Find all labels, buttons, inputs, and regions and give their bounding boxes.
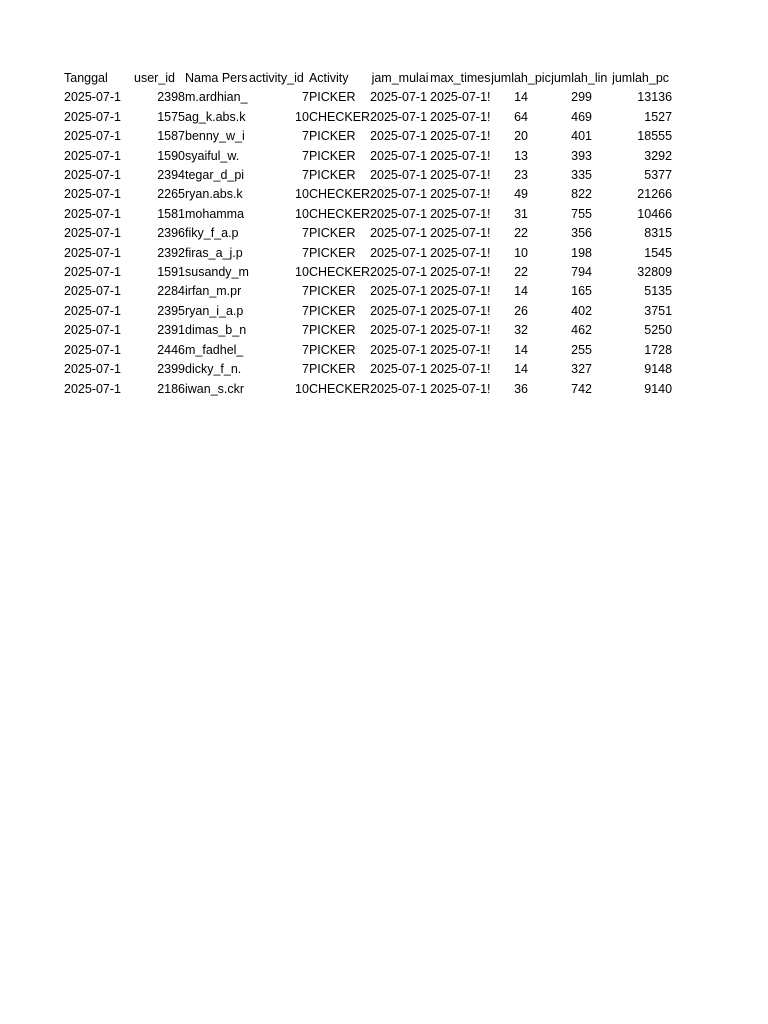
cell-activity-id[interactable]: 10 bbox=[295, 381, 309, 396]
cell-user-id[interactable]: 1587 bbox=[157, 129, 185, 144]
cell-nama-pers[interactable]: iwan_s.ckr bbox=[185, 381, 245, 396]
cell-nama-pers[interactable]: benny_w_i bbox=[185, 129, 245, 144]
cell-nama-pers[interactable]: dimas_b_n bbox=[185, 323, 247, 338]
cell-activity-id[interactable]: 7 bbox=[301, 245, 309, 260]
cell-max-times[interactable]: 2025-07-1! bbox=[430, 148, 491, 163]
cell-jumlah-pic[interactable]: 14 bbox=[514, 90, 529, 105]
cell-activity[interactable]: CHECKER bbox=[308, 187, 371, 202]
cell-tanggal[interactable]: 2025-07-1 bbox=[64, 109, 121, 124]
cell-jumlah-lin[interactable]: 356 bbox=[571, 226, 592, 241]
table-row bbox=[64, 108, 672, 127]
cell-activity[interactable]: PICKER bbox=[308, 129, 356, 144]
cell-user-id[interactable]: 2186 bbox=[157, 381, 185, 396]
cell-activity[interactable]: PICKER bbox=[308, 168, 356, 183]
cell-jumlah-lin[interactable]: 255 bbox=[571, 342, 592, 357]
cell-jam-mulai[interactable]: 2025-07-1 bbox=[370, 187, 428, 202]
cell-jam-mulai[interactable]: 2025-07-1 bbox=[370, 168, 428, 183]
table-row bbox=[64, 263, 672, 282]
cell-jam-mulai[interactable]: 2025-07-1 bbox=[370, 148, 428, 163]
table-row bbox=[64, 282, 672, 301]
cell-nama-pers[interactable]: m.ardhian_ bbox=[185, 90, 248, 105]
cell-activity-id[interactable]: 7 bbox=[301, 284, 309, 299]
cell-jumlah-pc[interactable]: 18555 bbox=[637, 129, 673, 144]
cell-tanggal[interactable]: 2025-07-1 bbox=[64, 303, 121, 318]
cell-tanggal[interactable]: 2025-07-1 bbox=[64, 362, 121, 377]
cell-jumlah-pc[interactable]: 9140 bbox=[644, 381, 673, 396]
cell-max-times[interactable]: 2025-07-1! bbox=[430, 129, 491, 144]
cell-jumlah-lin[interactable]: 393 bbox=[571, 148, 592, 163]
cell-jumlah-pic[interactable]: 36 bbox=[514, 381, 529, 396]
cell-tanggal[interactable]: 2025-07-1 bbox=[64, 245, 121, 260]
cell-max-times[interactable]: 2025-07-1! bbox=[430, 226, 491, 241]
cell-activity[interactable]: PICKER bbox=[308, 303, 356, 318]
cell-jumlah-pic[interactable]: 22 bbox=[514, 265, 529, 280]
cell-max-times[interactable]: 2025-07-1! bbox=[430, 90, 491, 105]
cell-activity-id[interactable]: 7 bbox=[301, 226, 309, 241]
cell-tanggal[interactable]: 2025-07-1 bbox=[64, 226, 121, 241]
cell-jumlah-pc[interactable]: 3292 bbox=[644, 148, 673, 163]
table-row bbox=[64, 88, 672, 107]
cell-tanggal[interactable]: 2025-07-1 bbox=[64, 187, 121, 202]
cell-max-times[interactable]: 2025-07-1! bbox=[430, 381, 491, 396]
cell-jam-mulai[interactable]: 2025-07-1 bbox=[370, 90, 428, 105]
header-user-id[interactable]: user_id bbox=[134, 71, 175, 85]
cell-max-times[interactable]: 2025-07-1! bbox=[430, 206, 491, 221]
cell-activity[interactable]: PICKER bbox=[308, 362, 356, 377]
cell-jumlah-pc[interactable]: 3751 bbox=[644, 303, 673, 318]
cell-tanggal[interactable]: 2025-07-1 bbox=[64, 206, 121, 221]
cell-activity[interactable]: CHECKER bbox=[308, 381, 371, 396]
cell-nama-pers[interactable]: ryan_i_a.p bbox=[185, 303, 244, 318]
cell-jumlah-pc[interactable]: 9148 bbox=[644, 362, 673, 377]
spreadsheet-page bbox=[64, 69, 672, 399]
cell-jumlah-lin[interactable]: 299 bbox=[571, 90, 592, 105]
cell-tanggal[interactable]: 2025-07-1 bbox=[64, 129, 121, 144]
table-row bbox=[64, 302, 672, 321]
cell-user-id[interactable]: 2391 bbox=[157, 323, 185, 338]
cell-jumlah-pic[interactable]: 13 bbox=[514, 148, 529, 163]
cell-activity[interactable]: CHECKER bbox=[308, 109, 371, 124]
cell-jumlah-lin[interactable]: 335 bbox=[571, 168, 592, 183]
cell-activity-id[interactable]: 7 bbox=[301, 303, 309, 318]
cell-jumlah-lin[interactable]: 822 bbox=[571, 187, 592, 202]
cell-tanggal[interactable]: 2025-07-1 bbox=[64, 342, 121, 357]
cell-activity-id[interactable]: 10 bbox=[295, 206, 309, 221]
cell-nama-pers[interactable]: ryan.abs.k bbox=[185, 187, 243, 202]
cell-jam-mulai[interactable]: 2025-07-1 bbox=[370, 226, 428, 241]
cell-jumlah-lin[interactable]: 462 bbox=[571, 323, 592, 338]
cell-jumlah-pic[interactable]: 20 bbox=[514, 129, 529, 144]
table-row bbox=[64, 360, 672, 379]
cell-jumlah-pc[interactable]: 13136 bbox=[637, 90, 673, 105]
cell-activity-id[interactable]: 7 bbox=[301, 148, 309, 163]
cell-user-id[interactable]: 1581 bbox=[157, 206, 185, 221]
header-tanggal[interactable]: Tanggal bbox=[64, 71, 108, 85]
cell-user-id[interactable]: 2394 bbox=[157, 168, 185, 183]
table-row bbox=[64, 185, 672, 204]
cell-activity[interactable]: PICKER bbox=[308, 90, 356, 105]
cell-tanggal[interactable]: 2025-07-1 bbox=[64, 284, 121, 299]
cell-max-times[interactable]: 2025-07-1! bbox=[430, 265, 491, 280]
cell-activity[interactable]: PICKER bbox=[308, 148, 356, 163]
cell-jumlah-pc[interactable]: 32809 bbox=[637, 265, 673, 280]
cell-nama-pers[interactable]: ag_k.abs.k bbox=[185, 109, 246, 124]
cell-activity[interactable]: CHECKER bbox=[308, 265, 371, 280]
cell-jumlah-pc[interactable]: 1728 bbox=[644, 342, 673, 357]
cell-activity-id[interactable]: 7 bbox=[301, 129, 309, 144]
table-row bbox=[64, 205, 672, 224]
cell-jumlah-lin[interactable]: 755 bbox=[571, 206, 592, 221]
cell-activity[interactable]: CHECKER bbox=[308, 206, 371, 221]
cell-max-times[interactable]: 2025-07-1! bbox=[430, 187, 491, 202]
cell-tanggal[interactable]: 2025-07-1 bbox=[64, 381, 121, 396]
cell-activity[interactable]: PICKER bbox=[308, 323, 356, 338]
cell-jumlah-lin[interactable]: 402 bbox=[571, 303, 592, 318]
table-row bbox=[64, 321, 672, 340]
cell-jumlah-pic[interactable]: 14 bbox=[514, 362, 529, 377]
cell-nama-pers[interactable]: irfan_m.pr bbox=[185, 284, 242, 299]
cell-user-id[interactable]: 2446 bbox=[157, 342, 185, 357]
cell-activity-id[interactable]: 7 bbox=[301, 362, 309, 377]
cell-activity[interactable]: PICKER bbox=[308, 245, 356, 260]
cell-jumlah-lin[interactable]: 327 bbox=[571, 362, 592, 377]
cell-nama-pers[interactable]: syaiful_w. bbox=[185, 148, 240, 163]
cell-jumlah-pc[interactable]: 5135 bbox=[644, 284, 673, 299]
cell-jumlah-pic[interactable]: 31 bbox=[514, 206, 529, 221]
cell-max-times[interactable]: 2025-07-1! bbox=[430, 342, 491, 357]
cell-jumlah-pic[interactable]: 23 bbox=[514, 168, 529, 183]
cell-jam-mulai[interactable]: 2025-07-1 bbox=[370, 284, 428, 299]
header-max-times[interactable]: max_times bbox=[430, 71, 491, 85]
cell-user-id[interactable]: 2284 bbox=[157, 284, 185, 299]
cell-jumlah-pc[interactable]: 1527 bbox=[644, 109, 673, 124]
cell-jumlah-lin[interactable]: 469 bbox=[571, 109, 592, 124]
cell-nama-pers[interactable]: fiky_f_a.p bbox=[185, 226, 239, 241]
cell-jam-mulai[interactable]: 2025-07-1 bbox=[370, 303, 428, 318]
header-nama-pers[interactable]: Nama Pers bbox=[185, 71, 248, 85]
cell-user-id[interactable]: 2396 bbox=[157, 226, 185, 241]
cell-activity-id[interactable]: 7 bbox=[301, 168, 309, 183]
header-jumlah-pc[interactable]: jumlah_pc bbox=[612, 71, 670, 85]
header-jam-mulai[interactable]: jam_mulai bbox=[371, 71, 429, 85]
cell-tanggal[interactable]: 2025-07-1 bbox=[64, 148, 121, 163]
header-jumlah-pic[interactable]: jumlah_pic bbox=[491, 71, 551, 85]
cell-jumlah-lin[interactable]: 165 bbox=[571, 284, 592, 299]
table-row bbox=[64, 224, 672, 243]
cell-user-id[interactable]: 1575 bbox=[157, 109, 185, 124]
cell-user-id[interactable]: 1591 bbox=[157, 265, 185, 280]
cell-activity-id[interactable]: 7 bbox=[301, 90, 309, 105]
cell-tanggal[interactable]: 2025-07-1 bbox=[64, 90, 121, 105]
header-jumlah-lin[interactable]: jumlah_lin bbox=[551, 71, 608, 85]
cell-activity-id[interactable]: 10 bbox=[295, 109, 309, 124]
cell-tanggal[interactable]: 2025-07-1 bbox=[64, 265, 121, 280]
cell-activity-id[interactable]: 7 bbox=[301, 342, 309, 357]
cell-jumlah-pic[interactable]: 22 bbox=[514, 226, 529, 241]
cell-jumlah-pic[interactable]: 49 bbox=[514, 187, 529, 202]
cell-jumlah-pic[interactable]: 26 bbox=[514, 303, 529, 318]
cell-nama-pers[interactable]: firas_a_j.p bbox=[185, 245, 243, 260]
table-row bbox=[64, 341, 672, 360]
cell-jam-mulai[interactable]: 2025-07-1 bbox=[370, 342, 428, 357]
table-row bbox=[64, 244, 672, 263]
table-row bbox=[64, 127, 672, 146]
cell-user-id[interactable]: 1590 bbox=[157, 148, 185, 163]
cell-jam-mulai[interactable]: 2025-07-1 bbox=[370, 362, 428, 377]
cell-jumlah-pc[interactable]: 5250 bbox=[644, 323, 673, 338]
cell-jumlah-pic[interactable]: 32 bbox=[514, 323, 529, 338]
cell-jam-mulai[interactable]: 2025-07-1 bbox=[370, 265, 428, 280]
cell-nama-pers[interactable]: susandy_m bbox=[185, 265, 249, 280]
cell-tanggal[interactable]: 2025-07-1 bbox=[64, 168, 121, 183]
cell-jumlah-pic[interactable]: 64 bbox=[514, 109, 529, 124]
cell-activity[interactable]: PICKER bbox=[308, 342, 356, 357]
cell-jumlah-lin[interactable]: 742 bbox=[571, 381, 592, 396]
cell-activity-id[interactable]: 7 bbox=[301, 323, 309, 338]
cell-max-times[interactable]: 2025-07-1! bbox=[430, 323, 491, 338]
header-activity-id[interactable]: activity_id bbox=[248, 71, 304, 85]
header-activity[interactable]: Activity bbox=[308, 71, 349, 85]
cell-jumlah-pic[interactable]: 14 bbox=[514, 342, 529, 357]
cell-max-times[interactable]: 2025-07-1! bbox=[430, 284, 491, 299]
cell-user-id[interactable]: 2265 bbox=[157, 187, 185, 202]
cell-jumlah-lin[interactable]: 401 bbox=[571, 129, 592, 144]
cell-jam-mulai[interactable]: 2025-07-1 bbox=[370, 381, 428, 396]
data-table bbox=[64, 69, 672, 399]
table-row bbox=[64, 380, 672, 399]
cell-max-times[interactable]: 2025-07-1! bbox=[430, 168, 491, 183]
cell-jumlah-pc[interactable]: 5377 bbox=[644, 168, 673, 183]
table-row bbox=[64, 166, 672, 185]
cell-activity[interactable]: PICKER bbox=[308, 226, 356, 241]
cell-jam-mulai[interactable]: 2025-07-1 bbox=[370, 323, 428, 338]
cell-jumlah-pc[interactable]: 10466 bbox=[637, 206, 673, 221]
cell-tanggal[interactable]: 2025-07-1 bbox=[64, 323, 121, 338]
cell-jam-mulai[interactable]: 2025-07-1 bbox=[370, 129, 428, 144]
cell-jumlah-pc[interactable]: 1545 bbox=[644, 245, 673, 260]
cell-user-id[interactable]: 2392 bbox=[157, 245, 185, 260]
cell-user-id[interactable]: 2398 bbox=[157, 90, 185, 105]
cell-jumlah-lin[interactable]: 198 bbox=[571, 245, 592, 260]
table-row bbox=[64, 147, 672, 166]
cell-nama-pers[interactable]: mohamma bbox=[185, 206, 245, 221]
cell-nama-pers[interactable]: tegar_d_pi bbox=[185, 168, 245, 183]
cell-activity-id[interactable]: 10 bbox=[295, 265, 309, 280]
cell-user-id[interactable]: 2399 bbox=[157, 362, 185, 377]
cell-max-times[interactable]: 2025-07-1! bbox=[430, 109, 491, 124]
cell-jumlah-pc[interactable]: 21266 bbox=[637, 187, 673, 202]
cell-max-times[interactable]: 2025-07-1! bbox=[430, 362, 491, 377]
cell-user-id[interactable]: 2395 bbox=[157, 303, 185, 318]
header-row bbox=[64, 69, 672, 88]
cell-nama-pers[interactable]: dicky_f_n. bbox=[185, 362, 242, 377]
cell-jumlah-pic[interactable]: 10 bbox=[514, 245, 529, 260]
cell-jam-mulai[interactable]: 2025-07-1 bbox=[370, 109, 428, 124]
cell-activity-id[interactable]: 10 bbox=[295, 187, 309, 202]
cell-max-times[interactable]: 2025-07-1! bbox=[430, 303, 491, 318]
cell-jumlah-pc[interactable]: 8315 bbox=[644, 226, 673, 241]
cell-max-times[interactable]: 2025-07-1! bbox=[430, 245, 491, 260]
cell-activity[interactable]: PICKER bbox=[308, 284, 356, 299]
cell-jumlah-pic[interactable]: 14 bbox=[514, 284, 529, 299]
cell-nama-pers[interactable]: m_fadhel_ bbox=[185, 342, 244, 357]
cell-jam-mulai[interactable]: 2025-07-1 bbox=[370, 245, 428, 260]
cell-jam-mulai[interactable]: 2025-07-1 bbox=[370, 206, 428, 221]
cell-jumlah-lin[interactable]: 794 bbox=[571, 265, 592, 280]
table-body bbox=[64, 69, 672, 399]
